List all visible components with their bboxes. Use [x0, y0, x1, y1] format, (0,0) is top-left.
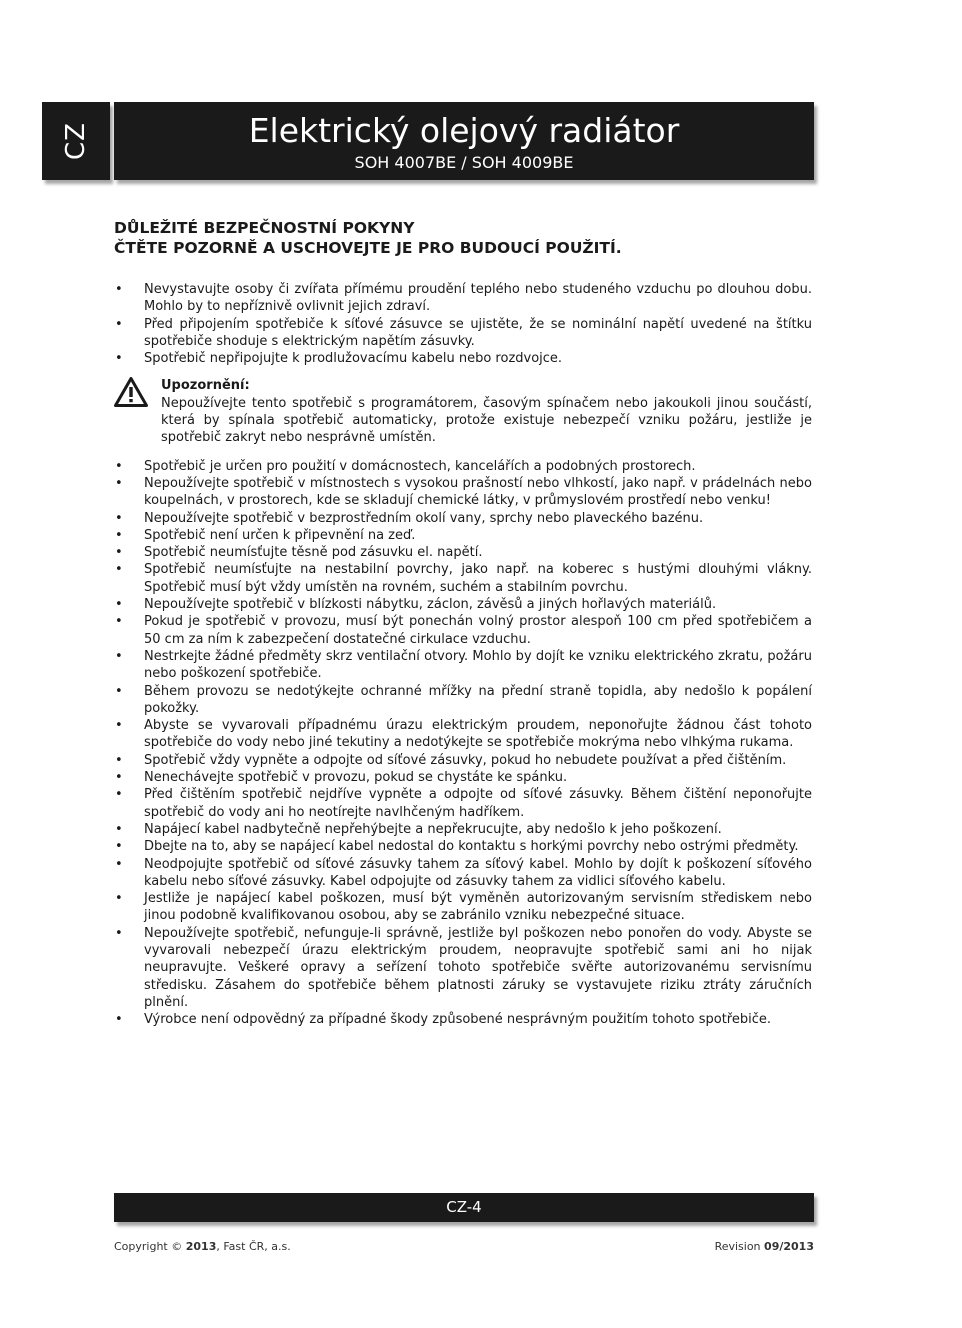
- warning-box: [114, 377, 812, 446]
- list-item: • Napájecí kabel nadbytečně nepřehýbejte a nepřekrucujte, aby nedošlo k jeho poškození.: [114, 821, 812, 838]
- list-item: • Neodpojujte spotřebič od síťové zásuvky tahem za síťový kabel. Mohlo by dojít k poškození síťového kabelu nebo síťové zásuvky. Kabel odpojujte od zásuvky tahem za vidlici síťového kabelu.: [114, 856, 812, 891]
- warning-text: Nepoužívejte tento spotřebič s programátorem, časovým spínačem nebo jakoukoli jinou součástí, která by spínala spotřebič automaticky, protože existuje nebezpečí vzniku požáru, jestliže je spotřebič zakryt nebo nesprávně umístěn.: [161, 395, 812, 446]
- list-item: • Během provozu se nedotýkejte ochranné mřížky na přední straně topidla, aby nedošlo k popálení pokožky.: [114, 683, 812, 718]
- list-item: • Před připojením spotřebiče k síťové zásuvce se ujistěte, že se nominální napětí uvedené na štítku spotřebiče shoduje s elektrickým napětím zásuvky.: [114, 316, 812, 351]
- model-numbers: SOH 4007BE / SOH 4009BE: [354, 153, 574, 172]
- list-item: • Spotřebič neumísťujte na nestabilní povrchy, jako např. na koberec s hustými dlouhými vlákny. Spotřebič musí být vždy umístěn na rovném, suchém a stabilním povrchu.: [114, 561, 812, 596]
- title-banner: [114, 102, 814, 180]
- safety-subheading: ČTĚTE POZORNĚ A USCHOVEJTE JE PRO BUDOUCÍ POUŽITÍ.: [114, 239, 622, 257]
- list-item: • Abyste se vyvarovali případnému úrazu elektrickým proudem, neponořujte žádnou část tohoto spotřebiče do vody nebo jiné tekutiny a nedotýkejte se spotřebiče mokrýma nebo vlhkýma rukama.: [114, 717, 812, 752]
- list-item: • Nenechávejte spotřebič v provozu, pokud se chystáte ke spánku.: [114, 769, 812, 786]
- page-number: CZ-4: [446, 1198, 482, 1216]
- copyright-notice: [114, 1240, 291, 1253]
- list-item: • Před čištěním spotřebič nejdříve vypněte a odpojte od síťové zásuvky. Během čištění neponořujte spotřebič do vody ani ho neotírejte navlhčeným hadříkem.: [114, 786, 812, 821]
- list-item: • Nepoužívejte spotřebič v blízkosti nábytku, záclon, závěsů a jiných hořlavých materiálů.: [114, 596, 812, 613]
- list-item: • Spotřebič není určen k připevnění na zeď.: [114, 527, 812, 544]
- language-tab: [42, 102, 110, 180]
- warning-triangle-icon: [114, 377, 148, 407]
- list-item: • Dbejte na to, aby se napájecí kabel nedostal do kontaktu s horkými povrchy nebo ostrými předměty.: [114, 838, 812, 855]
- list-item: • Jestliže je napájecí kabel poškozen, musí být vyměněn autorizovaným servisním střediskem nebo jinou podobně kvalifikovanou osobou, aby se zabránilo vzniku nebezpečné situace.: [114, 890, 812, 925]
- safety-heading: DŮLEŽITÉ BEZPEČNOSTNÍ POKYNY: [114, 219, 415, 237]
- list-item: • Nepoužívejte spotřebič v místnostech s vysokou prašností nebo vlhkostí, jako např. v prádelnách nebo koupelnách, v prostorech, kde se skladují chemické látky, v průmyslovém prostředí nebo venku!: [114, 475, 812, 510]
- revision-label: Revision: [714, 1240, 761, 1253]
- revision-value: 09/2013: [764, 1240, 814, 1253]
- safety-instructions: [114, 218, 812, 1028]
- copyright-prefix: Copyright ©: [114, 1240, 183, 1253]
- list-item: • Nepoužívejte spotřebič v bezprostředním okolí vany, sprchy nebo plaveckého bazénu.: [114, 510, 812, 527]
- language-tab-label: CZ: [61, 122, 91, 160]
- list-item: • Spotřebič vždy vypněte a odpojte od síťové zásuvky, pokud ho nebudete používat a před čištěním.: [114, 752, 812, 769]
- intro-bullet-list: [114, 281, 812, 367]
- revision-notice: [715, 1240, 814, 1253]
- list-item: • Spotřebič nepřipojujte k prodlužovacímu kabelu nebo rozdvojce.: [114, 350, 812, 367]
- list-item: • Spotřebič neumísťujte těsně pod zásuvku el. napětí.: [114, 544, 812, 561]
- list-item: • Pokud je spotřebič v provozu, musí být ponechán volný prostor alespoň 100 cm před spotřebičem a 50 cm za ním k zabezpečení dostatečné cirkulace vzduchu.: [114, 613, 812, 648]
- safety-bullet-list: [114, 458, 812, 1029]
- page-number-bar: [114, 1193, 814, 1222]
- list-item: • Nestrkejte žádné předměty skrz ventilační otvory. Mohlo by dojít ke vzniku elektrického zkratu, požáru nebo poškození spotřebiče.: [114, 648, 812, 683]
- copyright-owner: , Fast ČR, a.s.: [216, 1240, 291, 1253]
- document-title: Elektrický olejový radiátor: [248, 111, 680, 150]
- list-item: • Nepoužívejte spotřebič, nefunguje-li správně, jestliže byl poškozen nebo ponořen do vody. Abyste se vyvarovali nebezpečí úrazu elektrickým proudem, neopravujte spotřebič sami ani ho nijak neupravujte. Veškeré opravy a seřízení tohoto spotřebiče svěřte autorizovanému servisnímu středisku. Zásahem do spotřebiče během platnosti záruky se vystavujete riziku ztráty záručních plnění.: [114, 925, 812, 1011]
- warning-title: Upozornění:: [161, 378, 250, 394]
- list-item: • Nevystavujte osoby či zvířata přímému proudění teplého nebo studeného vzduchu po dlouhou dobu. Mohlo by to nepříznivě ovlivnit jejich zdraví.: [114, 281, 812, 316]
- copyright-year: 2013: [185, 1240, 217, 1253]
- list-item: • Výrobce není odpovědný za případné škody způsobené nesprávným použitím tohoto spotřebiče.: [114, 1011, 812, 1028]
- list-item: • Spotřebič je určen pro použití v domácnostech, kancelářích a podobných prostorech.: [114, 458, 812, 475]
